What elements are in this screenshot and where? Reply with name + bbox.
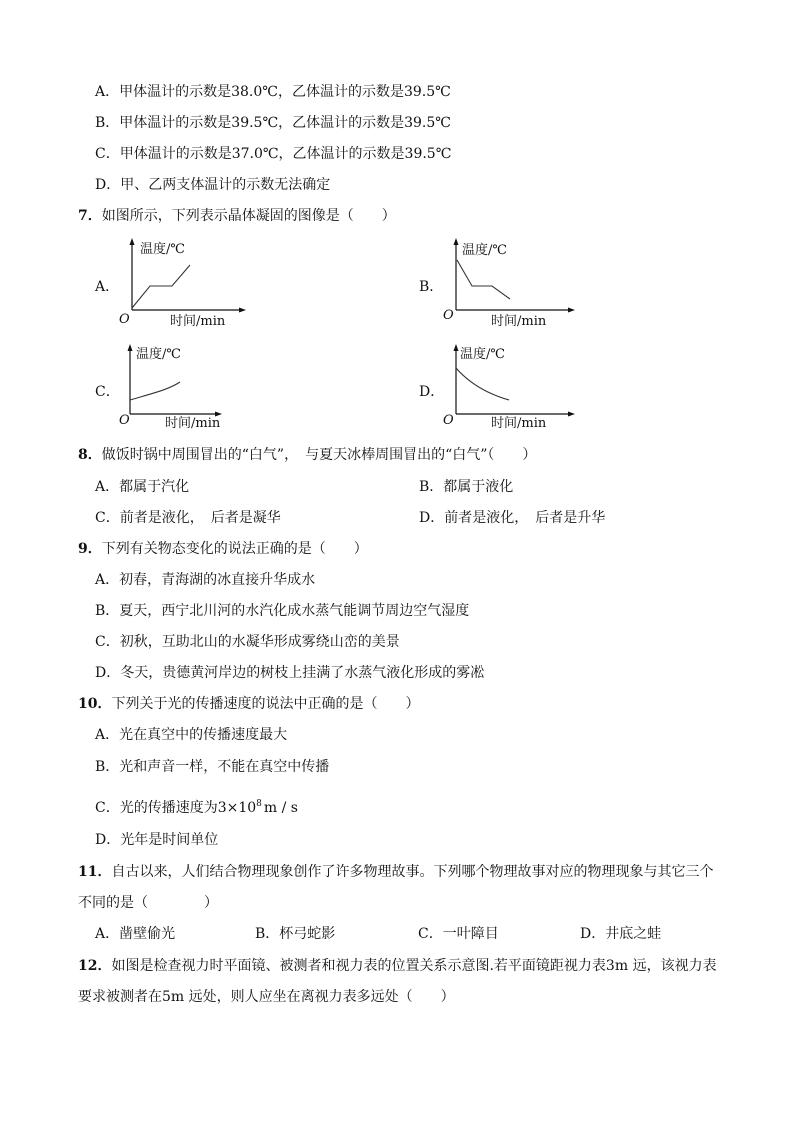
q7-stem-text: 如图所示，下列表示晶体凝固的图像是（ ） [101, 208, 396, 224]
q8-stem-text: 做饭时锅中周围冒出的“白气”， 与夏天冰棒周围冒出的“白气”（ ） [101, 447, 537, 463]
q7-graph-b [436, 236, 586, 332]
q8-number: 8． [78, 447, 102, 463]
q10-number: 10． [78, 696, 112, 712]
q10-option-c-exponent: 8 [256, 799, 262, 809]
q7-graph-c-ylabel: 温度/℃ [136, 347, 181, 362]
q11-number: 11． [78, 864, 112, 880]
q6-option-b: B．甲体温计的示数是39.5℃，乙体温计的示数是39.5℃ [95, 115, 451, 131]
q7-stem [78, 207, 396, 225]
q8-option-d: D．前者是液化， 后者是升华 [419, 510, 606, 526]
q8-option-a: A．都属于汽化 [95, 479, 190, 495]
q9-stem [78, 540, 368, 558]
q7-graph-d-label: D． [419, 384, 445, 400]
q9-option-c: C．初秋，互助北山的水凝华形成雾绕山峦的美景 [95, 634, 400, 650]
q7-graph-a [110, 236, 260, 332]
q11-option-d: D．井底之蛙 [580, 926, 662, 942]
q9-option-b: B．夏天，西宁北川河的水汽化成水蒸气能调节周边空气湿度 [95, 603, 470, 619]
q11-stem-line1 [78, 863, 713, 881]
q7-graph-c [110, 342, 260, 438]
q10-option-c-text: C．光的传播速度为3×10 [95, 800, 257, 816]
q7-graph-b-origin: O [443, 308, 454, 323]
q7-graph-b-ylabel: 温度/℃ [462, 243, 507, 258]
q9-option-a: A．初春，青海湖的冰直接升华成水 [95, 572, 316, 588]
q9-option-d: D．冬天，贵德黄河岸边的树枝上挂满了水蒸气液化形成的雾凇 [95, 665, 485, 681]
q7-graph-c-xlabel: 时间/min [165, 416, 221, 431]
q12-stem-text-1: 如图是检查视力时平面镜、被测者和视力表的位置关系示意图.若平面镜距视力表3m 远，该视力表 [111, 958, 717, 974]
q12-stem-line1 [78, 957, 717, 975]
q12-number: 12． [78, 958, 112, 974]
q7-graph-c-origin: O [119, 413, 130, 428]
q10-stem-text: 下列关于光的传播速度的说法中正确的是（ ） [111, 696, 420, 712]
q10-stem [78, 695, 419, 713]
q8-stem [78, 446, 536, 464]
q6-option-d: D．甲、乙两支体温计的示数无法确定 [95, 177, 331, 193]
q10-option-b: B．光和声音一样，不能在真空中传播 [95, 759, 330, 775]
q10-option-d: D．光年是时间单位 [95, 832, 219, 848]
q11-option-c: C．一叶障目 [418, 926, 499, 942]
q8-option-c: C．前者是液化， 后者是凝华 [95, 510, 281, 526]
q9-number: 9． [78, 541, 102, 557]
q7-graph-d-origin: O [443, 413, 454, 428]
q7-graph-a-ylabel: 温度/℃ [140, 242, 185, 257]
q12-stem-line2: 要求被测者在5m 远处，则人应坐在离视力表多远处（ ） [78, 989, 455, 1005]
q10-option-c-unit: m / s [263, 800, 298, 816]
q6-option-c: C．甲体温计的示数是37.0℃，乙体温计的示数是39.5℃ [95, 146, 452, 162]
q10-option-c [95, 795, 298, 817]
q10-option-a: A．光在真空中的传播速度最大 [95, 727, 288, 743]
q7-number: 7． [78, 208, 102, 224]
q7-graph-d-xlabel: 时间/min [491, 416, 547, 431]
q7-graph-b-xlabel: 时间/min [491, 314, 547, 329]
q8-option-b: B．都属于液化 [419, 479, 514, 495]
q7-graph-d [436, 342, 586, 438]
q7-graph-a-xlabel: 时间/min [170, 314, 226, 329]
q9-stem-text: 下列有关物态变化的说法正确的是（ ） [101, 541, 368, 557]
q11-stem-line2: 不同的是（ ） [78, 895, 218, 911]
q7-graph-c-label: C． [95, 384, 120, 400]
q7-graph-a-label: A． [95, 279, 120, 295]
q6-option-a: A．甲体温计的示数是38.0℃，乙体温计的示数是39.5℃ [95, 84, 451, 100]
q7-graph-b-label: B． [419, 279, 444, 295]
q11-stem-text-1: 自古以来，人们结合物理现象创作了许多物理故事。下列哪个物理故事对应的物理现象与其它三个 [111, 864, 714, 880]
q7-graph-a-origin: O [119, 312, 130, 327]
q11-option-a: A．凿壁偷光 [95, 926, 176, 942]
q7-graph-d-ylabel: 温度/℃ [460, 347, 505, 362]
q11-option-b: B．杯弓蛇影 [255, 926, 336, 942]
